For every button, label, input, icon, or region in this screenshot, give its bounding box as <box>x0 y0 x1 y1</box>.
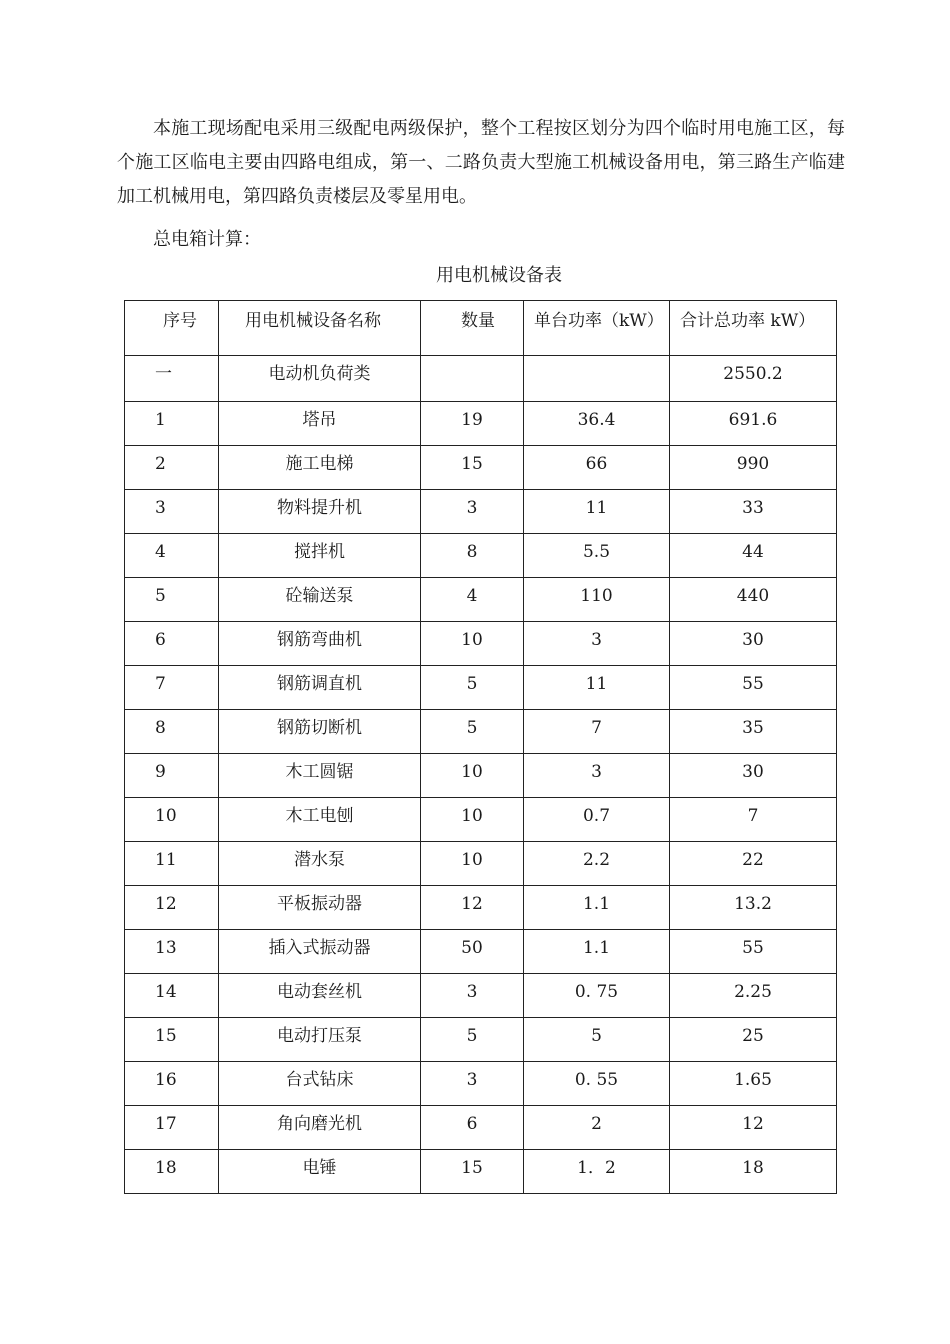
header-name: 用电机械设备名称 <box>219 301 421 356</box>
table-row <box>125 798 837 842</box>
cell-name: 木工圆锯 <box>219 754 421 798</box>
cell-name: 钢筋切断机 <box>219 710 421 754</box>
cell-name: 角向磨光机 <box>219 1106 421 1150</box>
cell-qty: 10 <box>421 754 524 798</box>
cell-qty: 12 <box>421 886 524 930</box>
cell-total-power: 7 <box>670 798 837 842</box>
table-row <box>125 666 837 710</box>
table-row <box>125 754 837 798</box>
cell-total-power: 12 <box>670 1106 837 1150</box>
cell-name: 电动打压泵 <box>219 1018 421 1062</box>
table-caption: 用电机械设备表 <box>436 265 562 286</box>
cell-name: 木工电刨 <box>219 798 421 842</box>
table-header-row <box>125 301 837 356</box>
cell-total-power: 2.25 <box>670 974 837 1018</box>
cell-total-power: 55 <box>670 666 837 710</box>
cell-name: 平板振动器 <box>219 886 421 930</box>
cell-qty: 5 <box>421 666 524 710</box>
equipment-table <box>124 300 837 1194</box>
cell-name: 电动套丝机 <box>219 974 421 1018</box>
cell-name: 插入式振动器 <box>219 930 421 974</box>
cell-unit-power: 1．2 <box>524 1150 670 1194</box>
cell-qty: 10 <box>421 842 524 886</box>
cell-no: 一 <box>125 356 219 402</box>
cell-total-power: 1.65 <box>670 1062 837 1106</box>
cell-unit-power: 2.2 <box>524 842 670 886</box>
cell-qty: 19 <box>421 402 524 446</box>
cell-qty: 5 <box>421 1018 524 1062</box>
cell-name: 钢筋调直机 <box>219 666 421 710</box>
cell-total-power: 33 <box>670 490 837 534</box>
cell-no: 17 <box>125 1106 219 1150</box>
table-row <box>125 534 837 578</box>
table-group-row <box>125 356 837 402</box>
cell-unit-power: 36.4 <box>524 402 670 446</box>
table-row <box>125 578 837 622</box>
cell-qty: 3 <box>421 490 524 534</box>
cell-no: 12 <box>125 886 219 930</box>
cell-no: 14 <box>125 974 219 1018</box>
section-subheading: 总电箱计算： <box>153 229 261 250</box>
cell-qty: 4 <box>421 578 524 622</box>
cell-unit-power <box>524 356 670 402</box>
cell-unit-power: 3 <box>524 622 670 666</box>
intro-paragraph: 本施工现场配电采用三级配电两级保护，整个工程按区划分为四个临时用电施工区，每个施工区临电主要由四路电组成，第一、二路负责大型施工机械设备用电，第三路生产临建加工机械用电，第四路负责楼层及零星用电。 <box>117 118 845 207</box>
cell-unit-power: 110 <box>524 578 670 622</box>
cell-no: 5 <box>125 578 219 622</box>
cell-qty <box>421 356 524 402</box>
cell-qty: 3 <box>421 1062 524 1106</box>
cell-no: 1 <box>125 402 219 446</box>
cell-total-power: 25 <box>670 1018 837 1062</box>
cell-total-power: 440 <box>670 578 837 622</box>
cell-no: 10 <box>125 798 219 842</box>
cell-total-power: 35 <box>670 710 837 754</box>
cell-unit-power: 2 <box>524 1106 670 1150</box>
table-row <box>125 842 837 886</box>
cell-unit-power: 1.1 <box>524 930 670 974</box>
table-row <box>125 1106 837 1150</box>
cell-qty: 6 <box>421 1106 524 1150</box>
cell-unit-power: 0. 75 <box>524 974 670 1018</box>
cell-unit-power: 0.7 <box>524 798 670 842</box>
cell-qty: 15 <box>421 1150 524 1194</box>
cell-no: 8 <box>125 710 219 754</box>
cell-total-power: 30 <box>670 754 837 798</box>
cell-unit-power: 1.1 <box>524 886 670 930</box>
cell-no: 18 <box>125 1150 219 1194</box>
table-row <box>125 886 837 930</box>
table-row <box>125 710 837 754</box>
cell-total-power: 13.2 <box>670 886 837 930</box>
cell-name: 搅拌机 <box>219 534 421 578</box>
cell-unit-power: 3 <box>524 754 670 798</box>
cell-qty: 50 <box>421 930 524 974</box>
header-unit-power: 单台功率（kW） <box>524 301 670 356</box>
cell-no: 11 <box>125 842 219 886</box>
table-row <box>125 974 837 1018</box>
cell-name: 电动机负荷类 <box>219 356 421 402</box>
table-row <box>125 1150 837 1194</box>
cell-no: 4 <box>125 534 219 578</box>
cell-total-power: 691.6 <box>670 402 837 446</box>
cell-qty: 5 <box>421 710 524 754</box>
table-row <box>125 490 837 534</box>
table-row <box>125 1018 837 1062</box>
cell-unit-power: 11 <box>524 490 670 534</box>
cell-unit-power: 7 <box>524 710 670 754</box>
cell-no: 2 <box>125 446 219 490</box>
cell-name: 台式钻床 <box>219 1062 421 1106</box>
cell-no: 16 <box>125 1062 219 1106</box>
cell-total-power: 44 <box>670 534 837 578</box>
table-row <box>125 402 837 446</box>
cell-name: 物料提升机 <box>219 490 421 534</box>
cell-unit-power: 5.5 <box>524 534 670 578</box>
cell-qty: 15 <box>421 446 524 490</box>
cell-no: 9 <box>125 754 219 798</box>
table-row <box>125 446 837 490</box>
cell-no: 15 <box>125 1018 219 1062</box>
cell-name: 施工电梯 <box>219 446 421 490</box>
header-qty: 数量 <box>421 301 524 356</box>
table-row <box>125 1062 837 1106</box>
cell-no: 7 <box>125 666 219 710</box>
cell-no: 6 <box>125 622 219 666</box>
cell-name: 砼输送泵 <box>219 578 421 622</box>
cell-unit-power: 5 <box>524 1018 670 1062</box>
cell-name: 电锤 <box>219 1150 421 1194</box>
cell-no: 13 <box>125 930 219 974</box>
cell-unit-power: 11 <box>524 666 670 710</box>
cell-qty: 10 <box>421 622 524 666</box>
table-row <box>125 930 837 974</box>
cell-name: 塔吊 <box>219 402 421 446</box>
cell-qty: 10 <box>421 798 524 842</box>
cell-qty: 3 <box>421 974 524 1018</box>
cell-no: 3 <box>125 490 219 534</box>
cell-total-power: 30 <box>670 622 837 666</box>
cell-total-power: 990 <box>670 446 837 490</box>
cell-name: 钢筋弯曲机 <box>219 622 421 666</box>
cell-unit-power: 66 <box>524 446 670 490</box>
cell-total-power: 18 <box>670 1150 837 1194</box>
cell-total-power: 2550.2 <box>670 356 837 402</box>
table-row <box>125 622 837 666</box>
cell-qty: 8 <box>421 534 524 578</box>
cell-unit-power: 0. 55 <box>524 1062 670 1106</box>
cell-total-power: 55 <box>670 930 837 974</box>
header-total-power: 合计总功率 kW） <box>670 301 837 356</box>
cell-total-power: 22 <box>670 842 837 886</box>
header-no: 序号 <box>125 301 219 356</box>
cell-name: 潜水泵 <box>219 842 421 886</box>
